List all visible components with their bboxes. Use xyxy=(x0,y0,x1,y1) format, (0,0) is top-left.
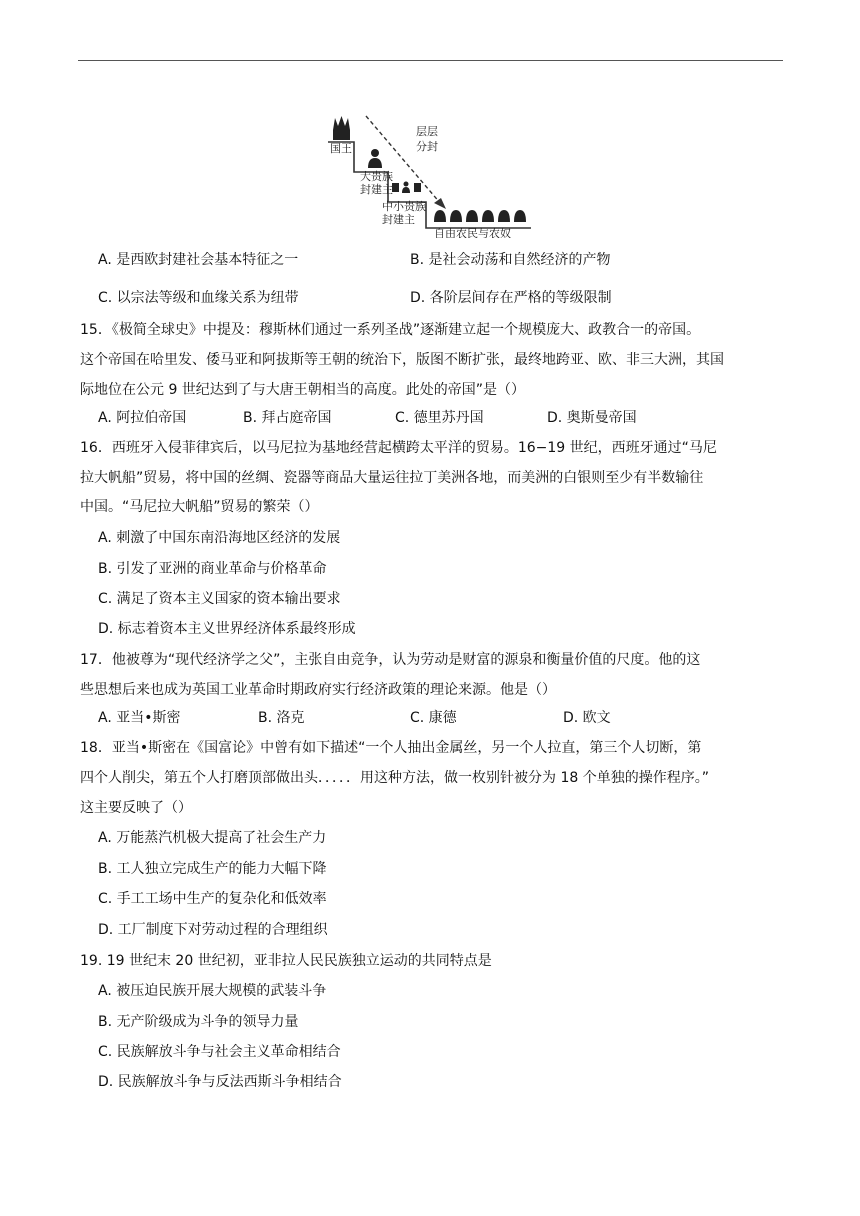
q15-stem-line-3: 际地位在公元 9 世纪达到了与大唐王朝相当的高度。此处的帝国”是（） xyxy=(80,382,526,398)
great-noble-icon xyxy=(368,149,382,168)
q18-option-a: A. 万能蒸汽机极大提高了社会生产力 xyxy=(98,830,327,846)
arrow-head-icon xyxy=(434,198,446,209)
q18-option-b: B. 工人独立完成生产的能力大幅下降 xyxy=(98,861,327,877)
label-small-noble-1: 中小贵族 xyxy=(382,200,426,213)
q19-option-c: C. 民族解放斗争与社会主义革命相结合 xyxy=(98,1044,341,1060)
q17-stem-line-1: 17．他被尊为“现代经济学之父”，主张自由竞争，认为劳动是财富的源泉和衡量价值的尺度。他的这 xyxy=(80,652,701,668)
q18-stem-line-2: 四个人削尖，第五个人打磨顶部做出头．．．．．用这种方法，做一枚别针被分为 18 个单独的操作程序。” xyxy=(80,770,709,786)
label-small-noble-2: 封建主 xyxy=(382,213,415,226)
q18-option-d: D. 工厂制度下对劳动过程的合理组织 xyxy=(98,922,328,938)
q14-option-b: B. 是社会动荡和自然经济的产物 xyxy=(410,252,611,268)
label-great-noble-1: 大贵族 xyxy=(360,170,393,183)
q16-option-a: A. 刺激了中国东南沿海地区经济的发展 xyxy=(98,530,341,546)
q19-option-d: D. 民族解放斗争与反法西斯斗争相结合 xyxy=(98,1074,342,1090)
q19-option-a: A. 被压迫民族开展大规模的武装斗争 xyxy=(98,983,327,999)
label-king: 国王 xyxy=(330,142,352,155)
small-noble-icons xyxy=(392,182,421,194)
q15-option-c: C. 德里苏丹国 xyxy=(395,410,484,426)
q16-stem-line-2: 拉大帆船”贸易，将中国的丝绸、瓷器等商品大量运往拉丁美洲各地，而美洲的白银则至少有半数输往 xyxy=(80,470,704,486)
q18-stem-line-3: 这主要反映了（） xyxy=(80,800,192,816)
q16-stem-line-3: 中国。“马尼拉大帆船”贸易的繁荣（） xyxy=(80,499,319,515)
peasant-icons xyxy=(434,210,526,222)
q14-option-c: C. 以宗法等级和血缘关系为纽带 xyxy=(98,290,299,306)
q14-option-a: A. 是西欧封建社会基本特征之一 xyxy=(98,252,299,268)
q16-option-b: B. 引发了亚洲的商业革命与价格革命 xyxy=(98,561,327,577)
crown-icon xyxy=(333,116,350,140)
q17-option-b: B. 洛克 xyxy=(258,710,305,726)
q15-stem-line-2: 这个帝国在哈里发、倭马亚和阿拔斯等王朝的统治下，版图不断扩张，最终地跨亚、欧、非三大洲，其国 xyxy=(80,352,724,368)
q16-stem-line-1: 16．西班牙入侵菲律宾后，以马尼拉为基地经营起横跨太平洋的贸易。16−19 世纪，西班牙通过“马尼 xyxy=(80,440,717,456)
q15-stem-line-1: 15．《极简全球史》中提及：穆斯林们通过一系列圣战”逐渐建立起一个规模庞大、政教合一的帝国。 xyxy=(80,322,701,338)
q15-option-a: A. 阿拉伯帝国 xyxy=(98,410,187,426)
q17-option-a: A. 亚当•斯密 xyxy=(98,710,181,726)
q17-option-c: C. 康德 xyxy=(410,710,457,726)
feudal-hierarchy-svg xyxy=(326,110,536,238)
q19-option-b: B. 无产阶级成为斗争的领导力量 xyxy=(98,1014,299,1030)
feudal-hierarchy-diagram xyxy=(326,110,536,238)
header-rule xyxy=(78,60,783,61)
q16-option-c: C. 满足了资本主义国家的资本输出要求 xyxy=(98,591,341,607)
q19-stem-line-1: 19. 19 世纪末 20 世纪初，亚非拉人民民族独立运动的共同特点是 xyxy=(80,953,492,969)
label-great-noble-2: 封建主 xyxy=(360,183,393,196)
label-layer-2: 分封 xyxy=(416,140,438,153)
label-layer-1: 层层 xyxy=(416,125,438,138)
q15-option-b: B. 拜占庭帝国 xyxy=(243,410,332,426)
q16-option-d: D. 标志着资本主义世界经济体系最终形成 xyxy=(98,621,356,637)
q18-option-c: C. 手工工场中生产的复杂化和低效率 xyxy=(98,891,327,907)
q17-option-d: D. 欧文 xyxy=(563,710,611,726)
q15-option-d: D. 奥斯曼帝国 xyxy=(547,410,637,426)
label-peasants: 自由农民与农奴 xyxy=(434,227,511,238)
q14-option-d: D. 各阶层间存在严格的等级限制 xyxy=(410,290,612,306)
q18-stem-line-1: 18．亚当•斯密在《国富论》中曾有如下描述“一个人抽出金属丝，另一个人拉直，第三个人切断，第 xyxy=(80,740,702,756)
q17-stem-line-2: 些思想后来也成为英国工业革命时期政府实行经济政策的理论来源。他是（） xyxy=(80,682,556,698)
